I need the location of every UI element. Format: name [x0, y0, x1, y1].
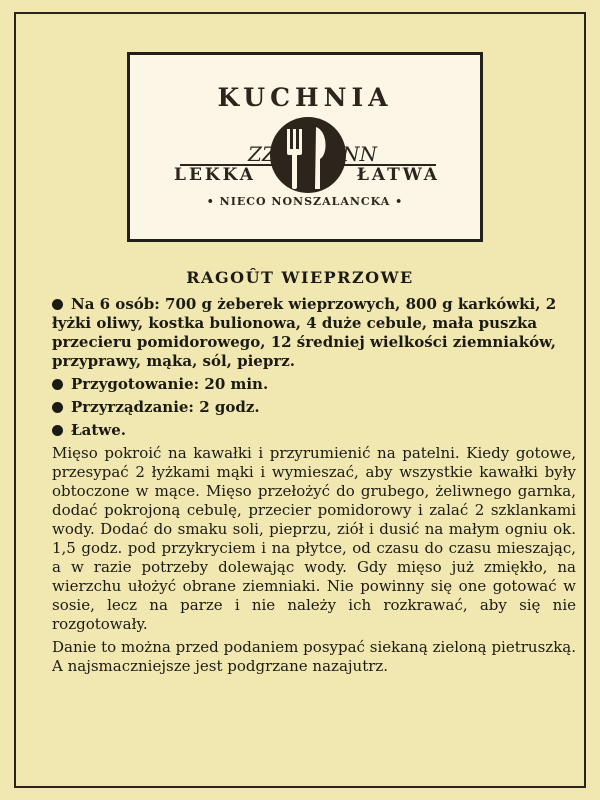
recipe-content	[52, 295, 576, 676]
bullet-icon	[52, 379, 63, 390]
initials-right: NN	[342, 142, 377, 166]
recipe-title: RAGOÛT WIEPRZOWE	[186, 268, 414, 287]
bullet-icon	[52, 299, 63, 310]
difficulty	[52, 421, 576, 440]
prep-time-text: Przygotowanie: 20 min.	[71, 375, 269, 393]
bullet-icon	[52, 425, 63, 436]
difficulty-text: Łatwe.	[71, 421, 126, 439]
column-logo	[127, 52, 483, 242]
ingredients-text: Na 6 osób: 700 g żeberek wieprzowych, 800 g karkówki, 2 łyżki oliwy, kostka bulionowa, 4 duże cebule, mała puszka przecieru pomidorowego, 12 średniej wielkości ziemniaków, przyprawy, mąka, sól, pieprz.	[52, 295, 557, 370]
logo-subtitle: • NIECO NONSZALANCKA •	[206, 195, 404, 208]
logo-word-right: ŁATWA	[356, 165, 440, 185]
logo-title: KUCHNIA	[217, 83, 393, 112]
cook-time-text: Przyrządzanie: 2 godz.	[71, 398, 260, 416]
prep-time	[52, 375, 576, 394]
method-paragraph: Mięso pokroić na kawałki i przyrumienić na patelni. Kiedy gotowe, przesypać 2 łyżkami mąki i wymieszać, aby wszystkie kawałki były obtoczone w mące. Mięso przełożyć do grubego, żeliwnego garnka, dodać pokrojoną cebulę, przecier pomidorowy i zalać 2 szklankami wody. Dodać do smaku soli, pieprzu, ziół i dusić na małym ogniu ok. 1,5 godz. pod przykryciem i na płytce, od czasu do czasu mieszając, a w razie potrzeby dolewając wody. Gdy mięso już zmiękło, na wierzchu ułożyć obrane ziemniaki. Nie powinny się one gotować w sosie, lecz na parze i nie należy ich rozkrawać, aby się nie rozgotowały.	[52, 444, 576, 633]
cook-time	[52, 398, 576, 417]
serving-paragraph: Danie to można przed podaniem posypać siekaną zieloną pietruszką. A najsmaczniejsze jest podgrzane nazajutrz.	[52, 638, 576, 675]
ingredients-paragraph	[52, 295, 576, 371]
bullet-icon	[52, 402, 63, 413]
initials-left: ZZ	[248, 142, 276, 166]
logo-word-left: LEKKA	[174, 165, 256, 185]
